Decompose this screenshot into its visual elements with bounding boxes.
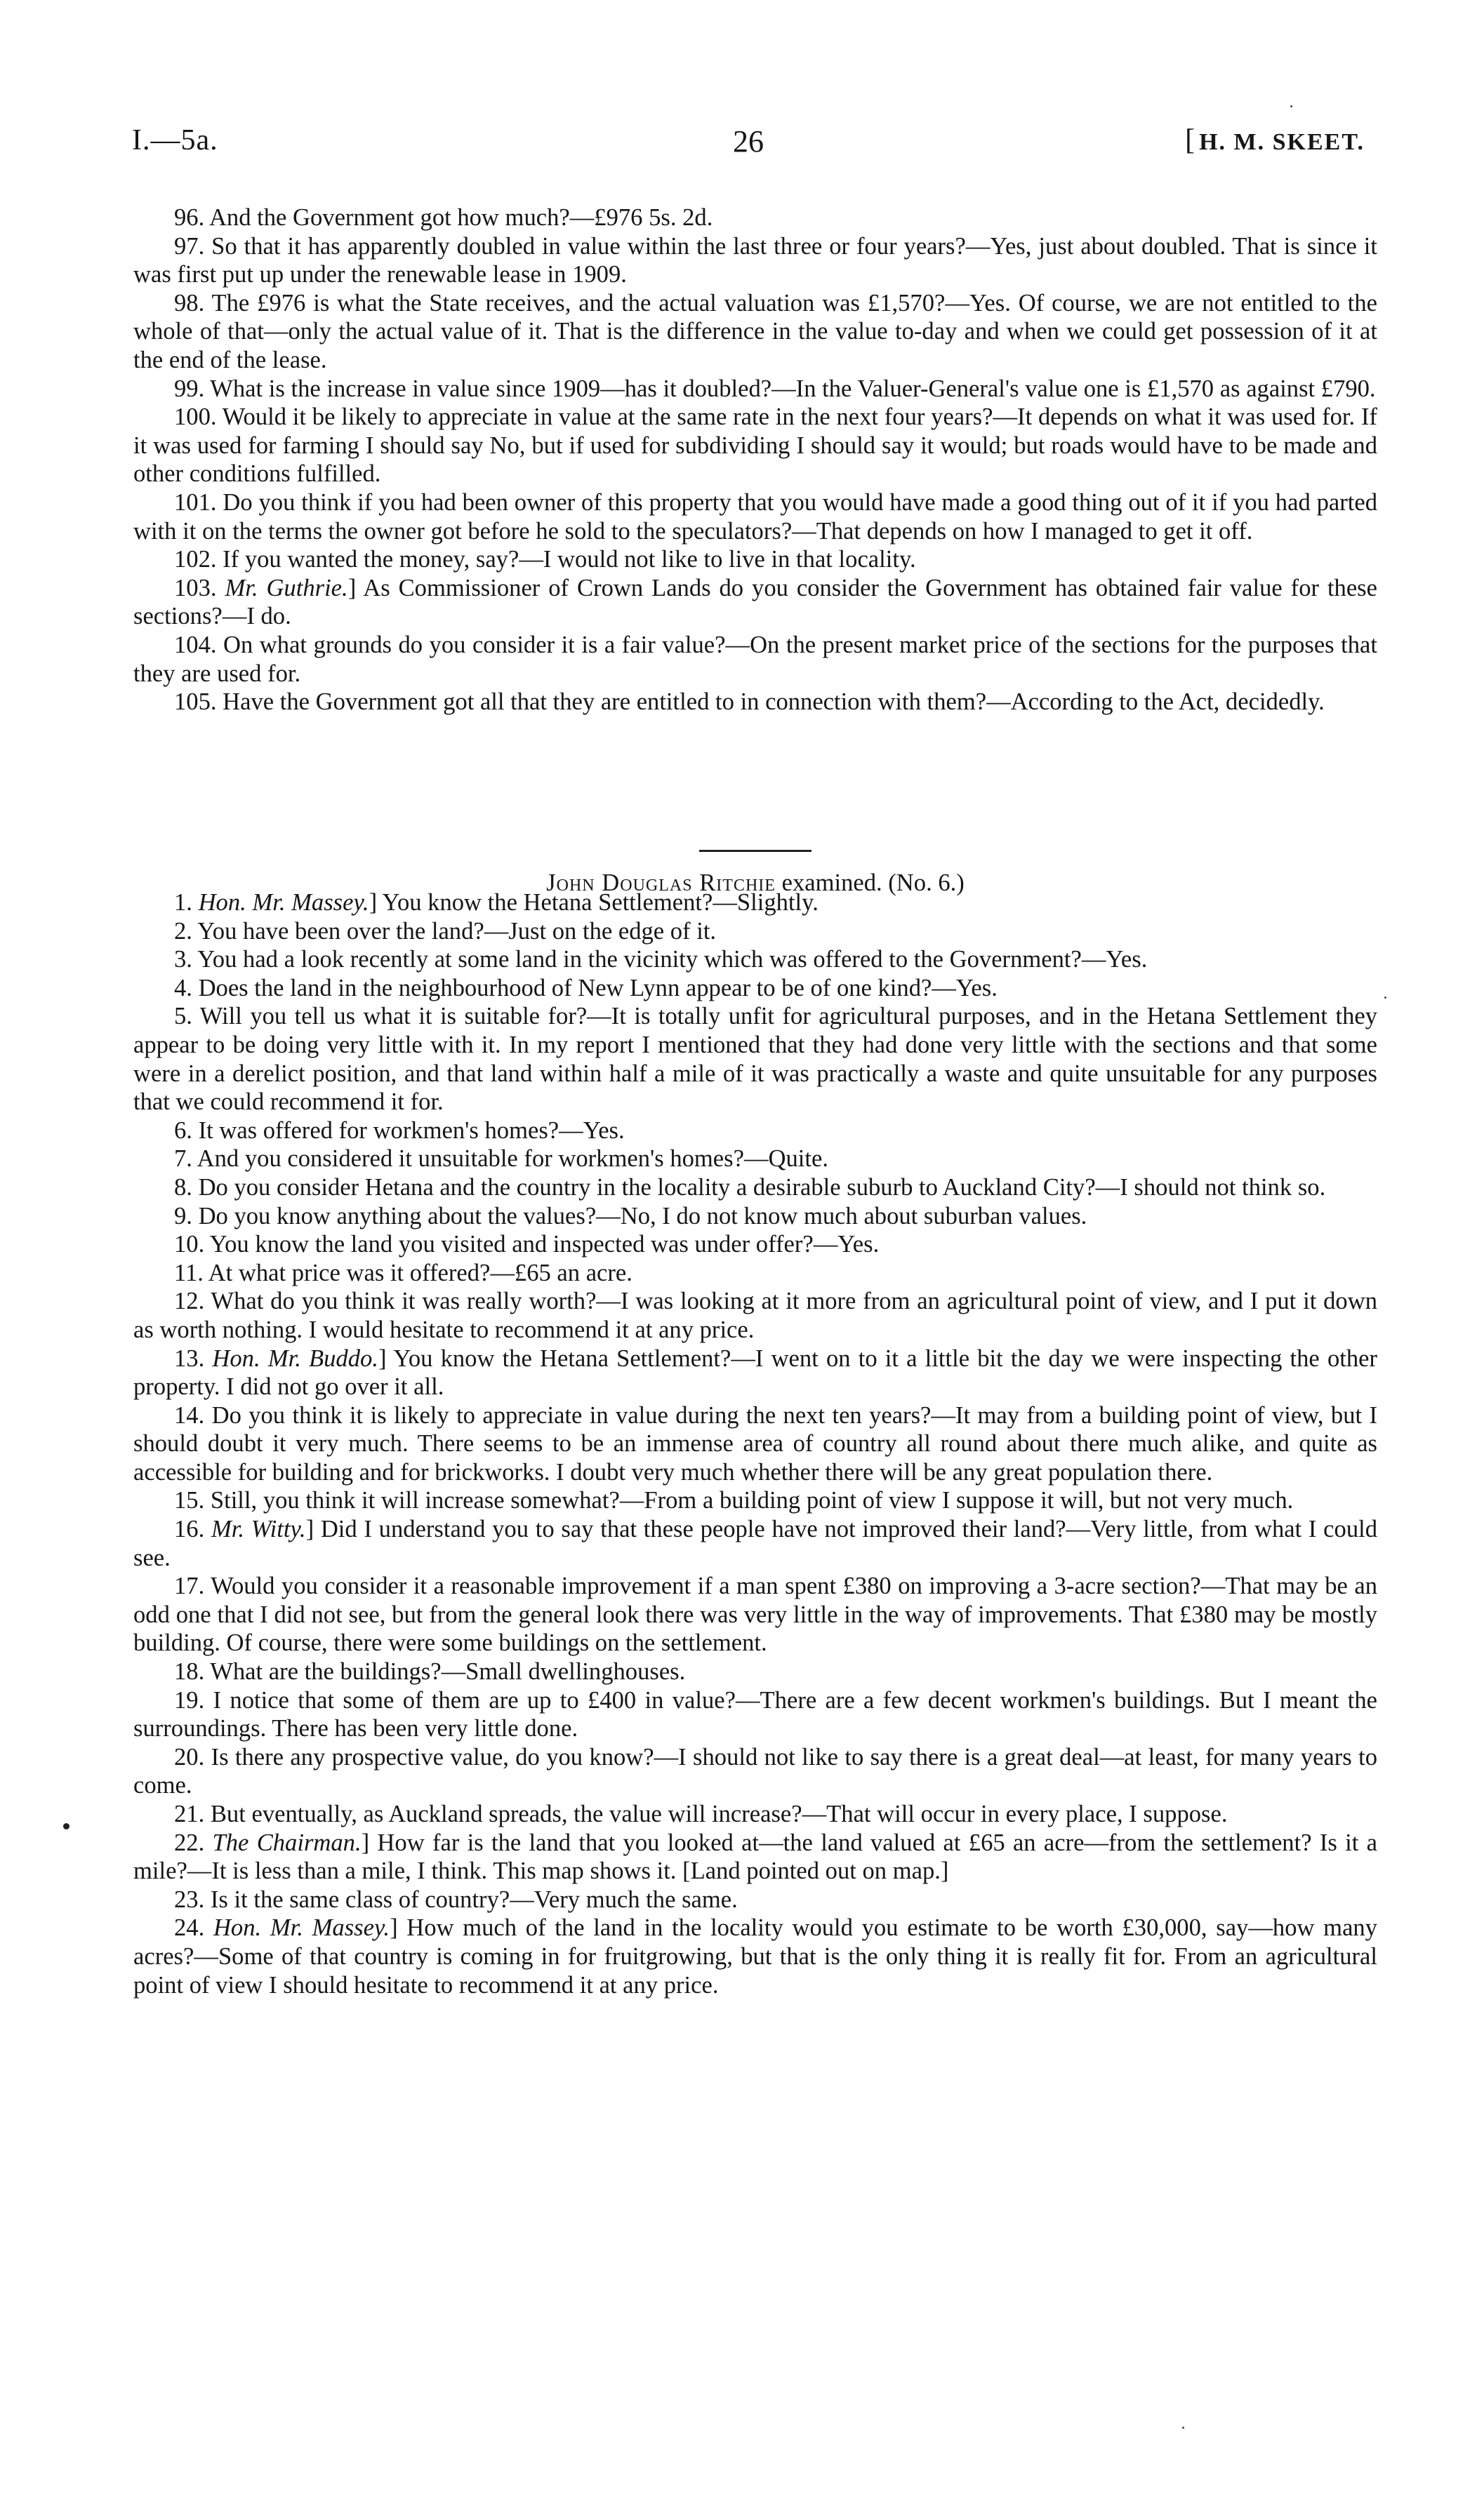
question-answer xyxy=(133,1173,1377,1202)
question-number: 24. xyxy=(174,1914,213,1942)
question-answer xyxy=(133,1486,1377,1515)
speaker-name: The Chairman. xyxy=(212,1829,362,1856)
question-text: 10. You know the land you visited and inspected was under offer?—Yes. xyxy=(174,1231,880,1258)
question-answer xyxy=(133,545,1377,574)
speaker-name: Mr. Guthrie. xyxy=(225,574,348,601)
question-text: 104. On what grounds do you consider it is a fair value?—On the present market price of the sections for the purposes that they are used for. xyxy=(133,631,1377,687)
question-text: 21. But eventually, as Auckland spreads, the value will increase?—That will occur in every place, I suppose. xyxy=(174,1801,1228,1827)
question-answer xyxy=(133,888,1377,917)
question-text: 20. Is there any prospective value, do you know?—I should not like to say there is a great deal—at least, for many years to come. xyxy=(133,1743,1377,1799)
question-answer xyxy=(133,1145,1377,1173)
speaker-name: Hon. Mr. Massey. xyxy=(213,1914,390,1942)
speaker-name: Hon. Mr. Massey. xyxy=(198,889,369,916)
question-answer xyxy=(133,1800,1377,1829)
question-text: 15. Still, you think it will increase somewhat?—From a building point of view I suppose it will, but not very much. xyxy=(174,1487,1294,1514)
question-answer xyxy=(133,1401,1377,1487)
question-answer xyxy=(133,1116,1377,1145)
page-number: 26 xyxy=(733,124,764,159)
scan-speck xyxy=(1182,2427,1184,2429)
question-text: 6. It was offered for workmen's homes?—Yes. xyxy=(174,1116,625,1144)
question-answer xyxy=(133,1829,1377,1886)
question-answer xyxy=(133,289,1377,375)
witness-header-name: H. M. SKEET. xyxy=(1199,129,1365,155)
question-text: 12. What do you think it was really worth?—I was looking at it more from an agricultural point of view, and I put it down as worth nothing. I would hesitate to recommend it at any price. xyxy=(133,1288,1377,1343)
question-number: 16. xyxy=(174,1516,211,1543)
question-text: 23. Is it the same class of country?—Very much the same. xyxy=(174,1886,738,1913)
question-text: 105. Have the Government got all that they are entitled to in connection with them?—According to the Act, decidedly. xyxy=(174,688,1325,716)
question-number: 13. xyxy=(174,1345,213,1372)
witness-header xyxy=(1185,124,1365,157)
question-answer xyxy=(133,945,1377,974)
question-answer xyxy=(133,403,1377,488)
question-answer xyxy=(133,688,1377,716)
question-text: 7. And you considered it unsuitable for workmen's homes?—Quite. xyxy=(174,1145,828,1173)
question-text: 99. What is the increase in value since 1909—has it doubled?—In the Valuer-General's value one is £1,570 as against £790. xyxy=(174,375,1376,402)
section-divider xyxy=(699,850,811,852)
question-answer xyxy=(133,574,1377,631)
question-text: ] As Commissioner of Crown Lands do you consider the Government has obtained fair value for these sections?—I do. xyxy=(133,574,1377,630)
question-answer xyxy=(133,1743,1377,1800)
question-number: 103. xyxy=(174,574,225,601)
question-text: 17. Would you consider it a reasonable improvement if a man spent £380 on improving a 3-acre section?—That may be an odd one that I did not see, but from the general look there was very little in the way of improvements. That £380 may be mostly building. Of course, there were some buildings on the settlement. xyxy=(133,1573,1377,1657)
question-answer xyxy=(133,1515,1377,1572)
evidence-section-ritchie xyxy=(133,888,1377,1999)
question-answer xyxy=(133,1002,1377,1116)
question-text: 8. Do you consider Hetana and the country in the locality a desirable suburb to Auckland City?—I should not think so. xyxy=(174,1173,1326,1201)
speaker-name: Mr. Witty. xyxy=(211,1516,306,1543)
question-text: 14. Do you think it is likely to appreciate in value during the next ten years?—It may from a building point of view, but I should doubt it very much. There seems to be an immense area of country all round about there much alike, and quite as accessible for building and for brickworks. I doubt very much whether there will be any great population there. xyxy=(133,1401,1377,1486)
speaker-name: Hon. Mr. Buddo. xyxy=(212,1345,378,1372)
question-answer xyxy=(133,488,1377,545)
question-answer xyxy=(133,1259,1377,1288)
question-number: 22. xyxy=(174,1829,213,1856)
question-answer xyxy=(133,375,1377,404)
question-answer xyxy=(133,917,1377,946)
question-answer xyxy=(133,1914,1377,1999)
question-answer xyxy=(133,1230,1377,1259)
question-text: 11. At what price was it offered?—£65 an acre. xyxy=(174,1259,632,1286)
question-text: ] You know the Hetana Settlement?—Slightly. xyxy=(369,889,819,916)
scan-speck xyxy=(1290,105,1292,107)
question-answer xyxy=(133,1202,1377,1231)
question-text: 19. I notice that some of them are up to £400 in value?—There are a few decent workmen's buildings. But I meant the surroundings. There has been very little done. xyxy=(133,1686,1377,1742)
question-text: 9. Do you know anything about the values?—No, I do not know much about suburban values. xyxy=(174,1202,1087,1229)
question-text: 96. And the Government got how much?—£976 5s. 2d. xyxy=(174,204,713,231)
question-text: 100. Would it be likely to appreciate in value at the same rate in the next four years?—It depends on what it was used for. If it was used for farming I should say No, but if used for subdividing I should say it would; but roads would have to be made and other conditions fulfilled. xyxy=(133,404,1377,488)
question-text: 98. The £976 is what the State receives, and the actual valuation was £1,570?—Yes. Of course, we are not entitled to the whole of that—only the actual value of it. That is the difference in the value to-day and when we could get possession of it at the end of the lease. xyxy=(133,289,1377,373)
question-answer xyxy=(133,1287,1377,1344)
scan-speck xyxy=(1384,996,1386,999)
question-text: 5. Will you tell us what it is suitable for?—It is totally unfit for agricultural purposes, and in the Hetana Settlement they appear to be doing very little with it. In my report I mentioned that they had done very little with the sections and that some were in a derelict position, and that land within half a mile of it was practically a waste and quite unsuitable for any purposes that we could recommend it for. xyxy=(133,1003,1377,1116)
question-text: ] You know the Hetana Settlement?—I went on to it a little bit the day we were inspecting the other property. I did not go over it all. xyxy=(133,1345,1378,1401)
question-answer xyxy=(133,1345,1377,1401)
page-header xyxy=(132,124,1365,166)
question-answer xyxy=(133,204,1377,232)
question-answer xyxy=(133,232,1377,289)
question-text: 2. You have been over the land?—Just on the edge of it. xyxy=(174,917,717,945)
question-text: ] How much of the land in the locality would you estimate to be worth £30,000, say—how many acres?—Some of that country is coming in for fruitgrowing, but that is the only thing it is really fit for. From an agricultural point of view I should hesitate to recommend it at any price. xyxy=(133,1914,1377,1999)
evidence-section-skeet xyxy=(133,204,1377,716)
question-answer xyxy=(133,1572,1377,1658)
question-text: ] How far is the land that you looked at—the land valued at £65 an acre—from the settlement? Is it a mile?—It is less than a mile, I think. This map shows it. [Land pointed out on map.] xyxy=(133,1829,1377,1885)
question-text: 18. What are the buildings?—Small dwellinghouses. xyxy=(174,1658,686,1686)
question-text: 97. So that it has apparently doubled in value within the last three or four years?—Yes, just about doubled. That is since it was first put up under the renewable lease in 1909. xyxy=(133,232,1377,288)
question-answer xyxy=(133,1658,1377,1686)
witness-name: John Douglas Ritchie xyxy=(546,869,776,896)
question-answer xyxy=(133,974,1377,1003)
scan-mark-dot xyxy=(63,1823,69,1829)
question-answer xyxy=(133,1886,1377,1914)
question-text: ] Did I understand you to say that these people have not improved their land?—Very little, from what I could see. xyxy=(133,1516,1377,1571)
witness-examined: examined. (No. 6.) xyxy=(781,869,965,896)
header-bracket: [ xyxy=(1185,124,1197,156)
question-text: 4. Does the land in the neighbourhood of New Lynn appear to be of one kind?—Yes. xyxy=(174,974,998,1001)
question-answer xyxy=(133,631,1377,688)
question-text: 101. Do you think if you had been owner of this property that you would have made a good thing out of it if you had parted with it on the terms the owner got before he sold to the speculators?—That depends on how I managed to get it off. xyxy=(133,488,1377,545)
question-text: 3. You had a look recently at some land in the vicinity which was offered to the Government?—Yes. xyxy=(174,946,1148,973)
question-number: 1. xyxy=(174,889,199,916)
paper-reference: I.—5a. xyxy=(132,124,218,156)
question-text: 102. If you wanted the money, say?—I would not like to live in that locality. xyxy=(174,546,916,573)
question-answer xyxy=(133,1686,1377,1743)
